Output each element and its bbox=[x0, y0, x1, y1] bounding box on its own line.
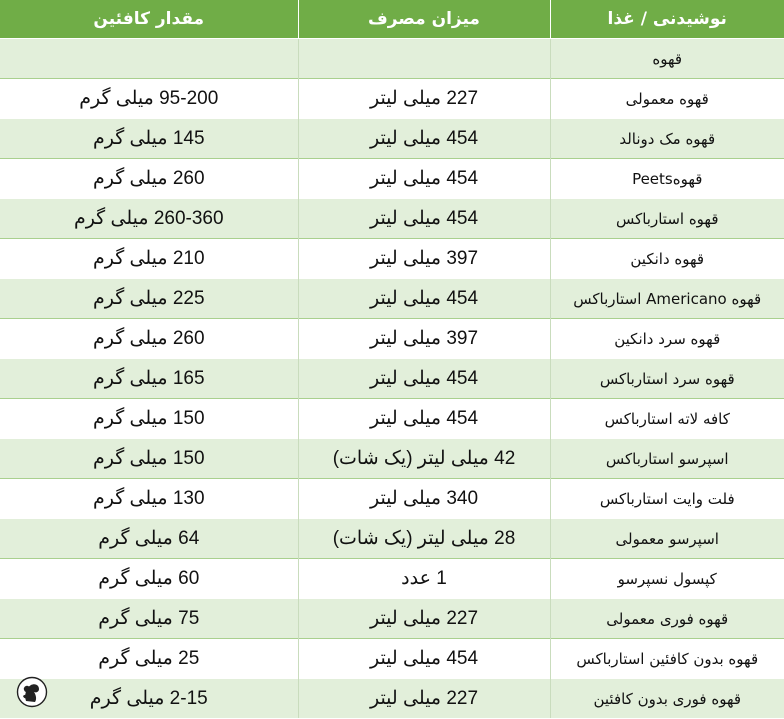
volume-cell bbox=[298, 559, 550, 599]
food-cell-text: قهوه فوری بدون کافئین bbox=[593, 689, 742, 708]
caffeine-cell-text: 150 میلی گرم bbox=[92, 408, 205, 429]
volume-cell-text: 454 میلی لیتر bbox=[369, 208, 479, 229]
food-cell-text: قهوه دانکین bbox=[630, 249, 705, 268]
table-row bbox=[0, 319, 784, 359]
volume-cell-text: 454 میلی لیتر bbox=[369, 368, 479, 389]
food-cell-text: قهوه سرد استارباکس bbox=[599, 369, 735, 388]
header-row bbox=[0, 0, 784, 39]
caffeine-cell-text: 165 میلی گرم bbox=[92, 368, 205, 389]
caffeine-cell bbox=[0, 519, 298, 559]
food-cell bbox=[550, 359, 784, 399]
food-cell bbox=[550, 39, 784, 79]
food-cell-text: کافه لاته استارباکس bbox=[604, 409, 730, 428]
caffeine-cell-text: 130 میلی گرم bbox=[92, 488, 205, 509]
caffeine-cell bbox=[0, 439, 298, 479]
mother-baby-logo-icon bbox=[16, 676, 48, 708]
caffeine-cell bbox=[0, 359, 298, 399]
caffeine-cell-text: 260 میلی گرم bbox=[92, 328, 205, 349]
volume-cell bbox=[298, 39, 550, 79]
caffeine-cell-text: 64 میلی گرم bbox=[98, 528, 200, 549]
food-cell bbox=[550, 439, 784, 479]
volume-cell-text: 454 میلی لیتر bbox=[369, 128, 479, 149]
food-cell-text: قهوه استارباکس bbox=[615, 209, 719, 228]
volume-cell bbox=[298, 79, 550, 119]
volume-cell bbox=[298, 319, 550, 359]
volume-cell-text: 454 میلی لیتر bbox=[369, 168, 479, 189]
table-row bbox=[0, 599, 784, 639]
volume-cell-text: 1 عدد bbox=[401, 568, 447, 589]
caffeine-cell bbox=[0, 559, 298, 599]
food-cell bbox=[550, 599, 784, 639]
caffeine-cell-text: 260-360 میلی گرم bbox=[73, 208, 224, 229]
food-cell-text: قهوه فوری معمولی bbox=[606, 609, 729, 628]
volume-cell-text: 227 میلی لیتر bbox=[369, 688, 479, 709]
food-cell bbox=[550, 679, 784, 719]
caffeine-cell-text: 60 میلی گرم bbox=[98, 568, 200, 589]
caffeine-cell-text: 75 میلی گرم bbox=[98, 608, 200, 629]
food-cell bbox=[550, 279, 784, 319]
food-cell-text: قهوه بدون کافئین استارباکس bbox=[576, 649, 759, 668]
header-volume: میزان مصرف bbox=[298, 0, 550, 39]
caffeine-cell-text: 150 میلی گرم bbox=[92, 448, 205, 469]
volume-cell bbox=[298, 159, 550, 199]
table-row bbox=[0, 79, 784, 119]
table-row bbox=[0, 479, 784, 519]
food-cell bbox=[550, 199, 784, 239]
table-row bbox=[0, 39, 784, 79]
food-cell-text: فلت وایت استارباکس bbox=[599, 489, 735, 508]
header-food: نوشیدنی / غذا bbox=[550, 0, 784, 39]
volume-cell bbox=[298, 279, 550, 319]
volume-cell-text: 42 میلی لیتر (یک شات) bbox=[332, 448, 516, 469]
volume-cell-text: 454 میلی لیتر bbox=[369, 288, 479, 309]
food-cell bbox=[550, 79, 784, 119]
volume-cell bbox=[298, 399, 550, 439]
food-cell bbox=[550, 399, 784, 439]
volume-cell bbox=[298, 479, 550, 519]
table-row bbox=[0, 639, 784, 679]
table-row bbox=[0, 439, 784, 479]
caffeine-cell bbox=[0, 239, 298, 279]
food-cell bbox=[550, 479, 784, 519]
table-body bbox=[0, 39, 784, 719]
volume-cell-text: 227 میلی لیتر bbox=[369, 608, 479, 629]
header-caffeine: مقدار کافئین bbox=[0, 0, 298, 39]
table-row bbox=[0, 199, 784, 239]
food-cell-text: قهوه مک دونالد bbox=[619, 129, 716, 148]
volume-cell-text: 340 میلی لیتر bbox=[369, 488, 479, 509]
volume-cell bbox=[298, 119, 550, 159]
table-row bbox=[0, 239, 784, 279]
volume-cell bbox=[298, 439, 550, 479]
caffeine-cell-text: 260 میلی گرم bbox=[92, 168, 205, 189]
food-cell bbox=[550, 159, 784, 199]
food-cell bbox=[550, 559, 784, 599]
caffeine-cell bbox=[0, 199, 298, 239]
volume-cell bbox=[298, 199, 550, 239]
volume-cell-text: 397 میلی لیتر bbox=[369, 248, 479, 269]
table-row bbox=[0, 119, 784, 159]
food-cell bbox=[550, 119, 784, 159]
caffeine-cell bbox=[0, 479, 298, 519]
volume-cell bbox=[298, 239, 550, 279]
food-cell-text: قهوه bbox=[652, 49, 683, 68]
table-row bbox=[0, 519, 784, 559]
food-cell-text: قهوهPeets bbox=[632, 169, 703, 188]
volume-cell-text: 397 میلی لیتر bbox=[369, 328, 479, 349]
food-cell bbox=[550, 239, 784, 279]
caffeine-cell-text: 95-200 میلی گرم bbox=[79, 88, 219, 109]
volume-cell bbox=[298, 639, 550, 679]
table-row bbox=[0, 159, 784, 199]
caffeine-cell bbox=[0, 79, 298, 119]
volume-cell bbox=[298, 599, 550, 639]
volume-cell bbox=[298, 359, 550, 399]
food-cell bbox=[550, 639, 784, 679]
caffeine-cell-text: 25 میلی گرم bbox=[98, 648, 200, 669]
food-cell bbox=[550, 319, 784, 359]
food-cell-text: قهوه Americano استارباکس bbox=[573, 289, 762, 308]
caffeine-cell bbox=[0, 119, 298, 159]
caffeine-cell bbox=[0, 319, 298, 359]
volume-cell-text: 227 میلی لیتر bbox=[369, 88, 479, 109]
food-cell-text: اسپرسو معمولی bbox=[615, 529, 719, 548]
caffeine-cell-text: 210 میلی گرم bbox=[92, 248, 205, 269]
caffeine-cell bbox=[0, 599, 298, 639]
food-cell-text: قهوه سرد دانکین bbox=[614, 329, 721, 348]
caffeine-cell-text: 2-15 میلی گرم bbox=[89, 688, 208, 709]
table-row bbox=[0, 559, 784, 599]
caffeine-cell bbox=[0, 159, 298, 199]
volume-cell-text: 454 میلی لیتر bbox=[369, 408, 479, 429]
caffeine-cell bbox=[0, 639, 298, 679]
food-cell-text: کپسول نسپرسو bbox=[617, 569, 717, 588]
table-row bbox=[0, 279, 784, 319]
table-row bbox=[0, 679, 784, 719]
food-cell bbox=[550, 519, 784, 559]
table-row bbox=[0, 359, 784, 399]
caffeine-cell-text: 145 میلی گرم bbox=[92, 128, 205, 149]
table-row bbox=[0, 399, 784, 439]
caffeine-cell bbox=[0, 39, 298, 79]
volume-cell bbox=[298, 519, 550, 559]
volume-cell bbox=[298, 679, 550, 719]
caffeine-cell bbox=[0, 399, 298, 439]
food-cell-text: قهوه معمولی bbox=[625, 89, 709, 108]
volume-cell-text: 28 میلی لیتر (یک شات) bbox=[332, 528, 516, 549]
caffeine-cell bbox=[0, 279, 298, 319]
caffeine-cell-text: 225 میلی گرم bbox=[92, 288, 205, 309]
volume-cell-text: 454 میلی لیتر bbox=[369, 648, 479, 669]
food-cell-text: اسپرسو استارباکس bbox=[605, 449, 729, 468]
